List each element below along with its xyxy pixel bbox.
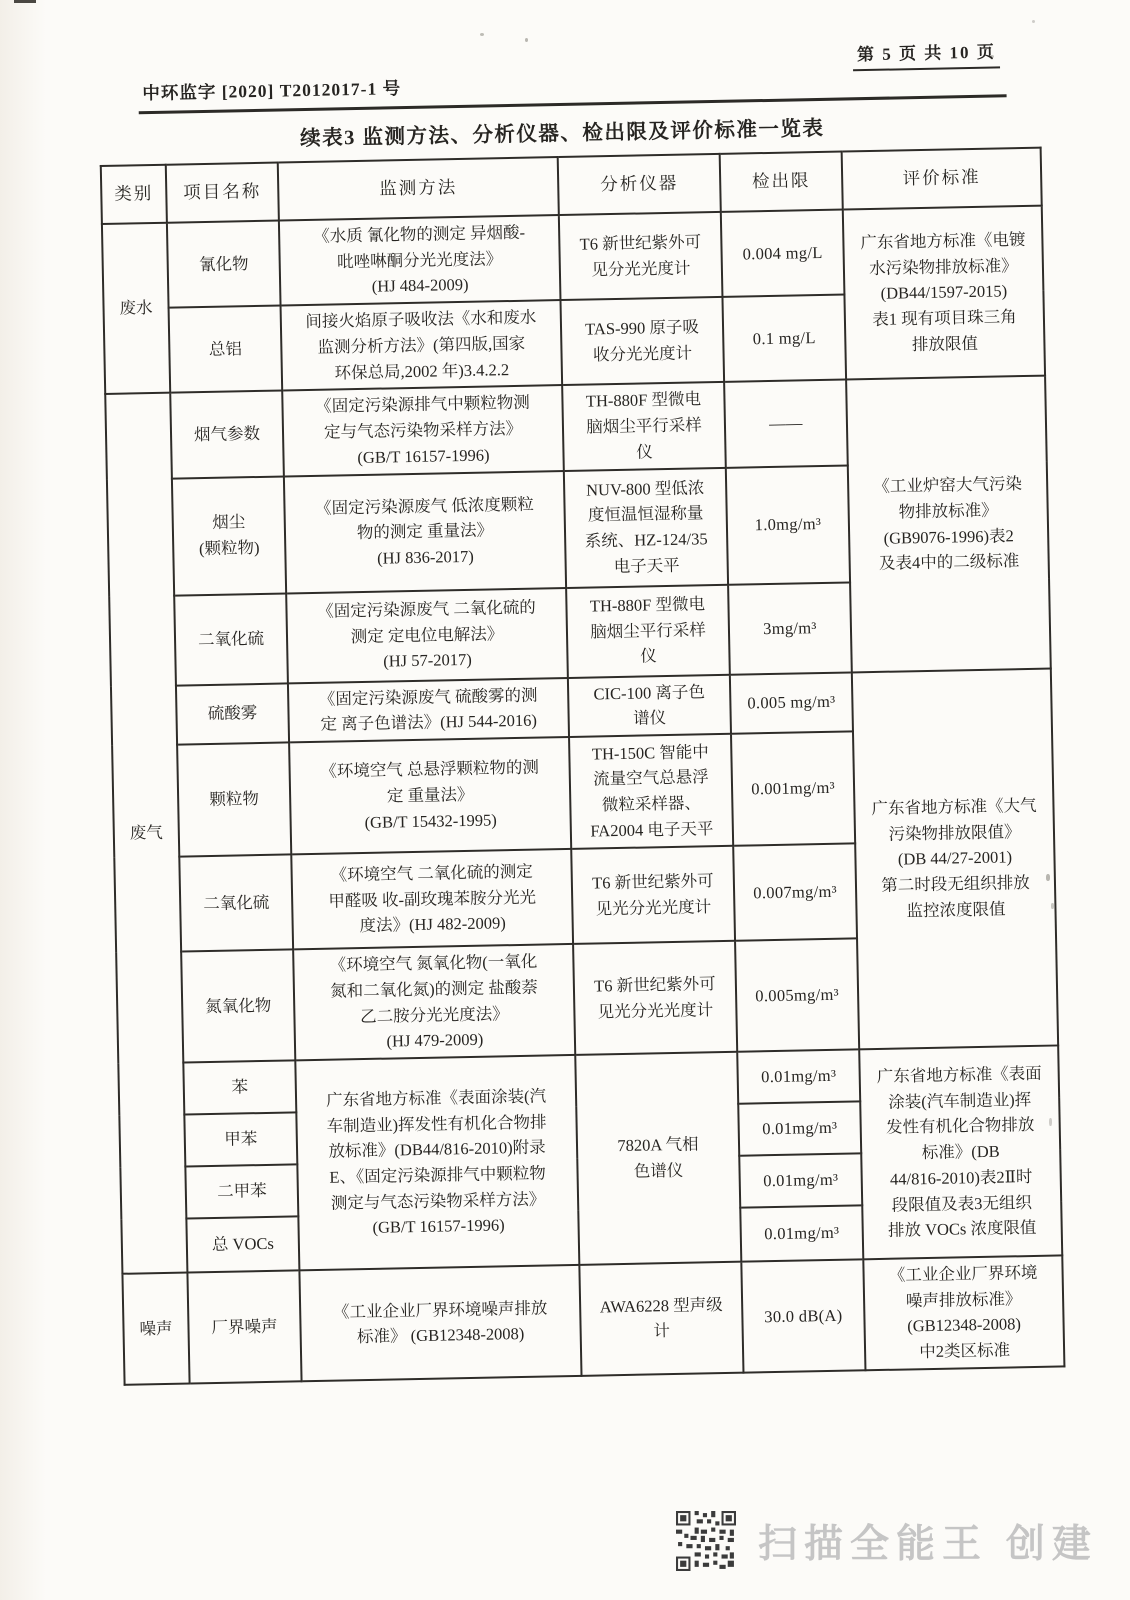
cell-project: 总 VOCs [186, 1216, 299, 1272]
table-row [105, 376, 1046, 480]
cell-category-wastewater: 废水 [102, 223, 170, 395]
document-number: 中环监字 [2020] T2012017-1 号 [142, 78, 402, 104]
header-standard: 评价标准 [842, 148, 1042, 210]
cell-project: 硫酸雾 [176, 683, 289, 745]
cell-instrument: NUV-800 型低浓 度恒温恒湿称量 系统、HZ-124/35 电子天平 [564, 467, 728, 587]
qr-code-icon [676, 1510, 736, 1572]
cell-instrument: TH-880F 型微电 脑烟尘平行采样 仪 [562, 382, 726, 470]
scanner-watermark [676, 1510, 1098, 1572]
cell-project: 氮氧化物 [181, 949, 295, 1062]
cell-limit: 0.1 mg/L [722, 295, 846, 383]
cell-limit: 30.0 dB(A) [741, 1259, 865, 1372]
cell-limit: 0.01mg/m³ [740, 1205, 863, 1261]
cell-standard: 广东省地方标准《表面 涂装(汽车制造业)挥 发性有机化合物排放 标准》(DB 44/816-2010)表2Ⅱ时 段限值及表3无组织 排放 VOCs 浓度限值 [859, 1045, 1062, 1259]
cell-project: 烟气参数 [170, 391, 284, 478]
cell-project: 二氧化硫 [179, 854, 293, 951]
scan-speck [1032, 20, 1035, 23]
cell-project: 厂界噪声 [187, 1270, 301, 1383]
cell-limit: 0.005 mg/m³ [730, 672, 853, 734]
cell-method: 间接火焰原子吸收法《水和废水 监测分析方法》(第四版,国家 环保总局,2002 年)3.4.2.2 [281, 300, 563, 391]
cell-instrument: T6 新世纪紫外可 见光分光光度计 [571, 846, 735, 944]
page-number: 第 5 页 共 10 页 [853, 37, 1000, 71]
cell-limit: 3mg/m³ [728, 582, 852, 674]
cell-project: 二氧化硫 [174, 593, 288, 685]
cell-limit: 0.007mg/m³ [733, 843, 857, 940]
cell-limit: 1.0mg/m³ [726, 465, 850, 584]
cell-project: 二甲苯 [185, 1164, 298, 1218]
cell-instrument: CIC-100 离子色 谱仪 [568, 674, 731, 737]
cell-method: 《环境空气 二氧化硫的测定 甲醛吸 收-副玫瑰苯胺分光光 度法》(HJ 482-2009) [291, 849, 573, 949]
cell-limit: 0.01mg/m³ [739, 1153, 862, 1207]
cell-instrument: T6 新世纪紫外可 见分光光度计 [559, 212, 723, 300]
cell-limit: —— [724, 380, 848, 468]
cell-method: 广东省地方标准《表面涂装(汽 车制造业)挥发性有机化合物排 放标准》(DB44/816-2010)附录 E、《固定污染源排气中颗粒物 测定与气态污染物采样方法》 (GB/T 16157-1996) [295, 1055, 579, 1270]
cell-instrument: T6 新世纪紫外可 见光分光光度计 [573, 941, 737, 1055]
table-row [102, 206, 1043, 310]
scan-edge-shadow [0, 0, 46, 1600]
scanned-page [80, 37, 1068, 1386]
cell-method: 《工业企业厂界环境噪声排放 标准》 (GB12348-2008) [299, 1265, 581, 1381]
scan-speck [525, 38, 528, 42]
cell-instrument: AWA6228 型声级 计 [579, 1262, 743, 1376]
header-category: 类别 [101, 165, 167, 224]
cell-project: 氰化物 [167, 221, 281, 308]
cell-project: 烟尘 (颗粒物) [172, 476, 286, 595]
header-method: 监测方法 [278, 157, 559, 220]
monitoring-methods-table [100, 147, 1066, 1386]
cell-standard: 广东省地方标准《电镀 水污染物排放标准》 (DB44/1597-2015) 表1 现有项目珠三角 排放限值 [843, 206, 1045, 380]
cell-project: 苯 [183, 1060, 296, 1114]
table-title: 续表3 监测方法、分析仪器、检出限及评价标准一览表 [299, 117, 825, 151]
table-row [122, 1255, 1064, 1384]
header-instrument: 分析仪器 [558, 154, 721, 215]
cell-limit: 0.001mg/m³ [731, 731, 855, 845]
watermark-text: 扫描全能王 创建 [758, 1523, 1098, 1566]
cell-limit: 0.01mg/m³ [738, 1101, 861, 1155]
cell-limit: 0.004 mg/L [721, 210, 845, 298]
cell-method: 《水质 氰化物的测定 异烟酸- 吡唑啉酮分光光度法》 (HJ 484-2009) [279, 215, 561, 306]
cell-standard: 《工业企业厂界环境 噪声排放标准》 (GB12348-2008) 中2类区标准 [863, 1255, 1064, 1370]
cell-project: 颗粒物 [177, 743, 291, 857]
scan-speck [480, 33, 484, 36]
cell-standard: 《工业炉窑大气污染 物排放标准》 (GB9076-1996)表2 及表4中的二级标准 [846, 376, 1051, 672]
cell-method: 《环境空气 氮氧化物(一氧化 氮和二氧化氮)的测定 盐酸萘 乙二胺分光光度法》 (HJ 479-2009) [293, 944, 575, 1060]
cell-project: 总铝 [169, 306, 283, 393]
header-project: 项目名称 [166, 163, 279, 223]
cell-instrument: 7820A 气相 色谱仪 [575, 1052, 741, 1265]
cell-method: 《固定污染源废气 低浓度颗粒 物的测定 重量法》 (HJ 836-2017) [284, 471, 566, 593]
cell-category-noise: 噪声 [122, 1273, 189, 1385]
cell-method: 《固定污染源排气中颗粒物测 定与气态污染物采样方法》 (GB/T 16157-1996) [282, 385, 564, 476]
scan-artifact [14, 0, 36, 3]
cell-method: 《环境空气 总悬浮颗粒物的测 定 重量法》 (GB/T 15432-1995) [289, 737, 571, 854]
cell-instrument: TAS-990 原子吸 收分光光度计 [560, 297, 724, 385]
cell-category-exhaust: 废气 [105, 393, 187, 1274]
cell-standard: 广东省地方标准《大气 污染物排放限值》 (DB 44/27-2001) 第二时段无组织排放 监控浓度限值 [852, 668, 1058, 1049]
cell-limit: 0.005mg/m³ [735, 938, 859, 1051]
header-limit: 检出限 [720, 152, 843, 212]
cell-method: 《固定污染源废气 硫酸雾的测 定 离子色谱法》(HJ 544-2016) [288, 678, 569, 743]
cell-instrument: TH-880F 型微电 脑烟尘平行采样 仪 [566, 584, 730, 677]
cell-limit: 0.01mg/m³ [737, 1049, 860, 1103]
cell-project: 甲苯 [184, 1112, 297, 1166]
cell-method: 《固定污染源废气 二氧化硫的 测定 定电位电解法》 (HJ 57-2017) [286, 588, 568, 683]
cell-instrument: TH-150C 智能中 流量空气总悬浮 微粒采样器、 FA2004 电子天平 [569, 734, 733, 849]
